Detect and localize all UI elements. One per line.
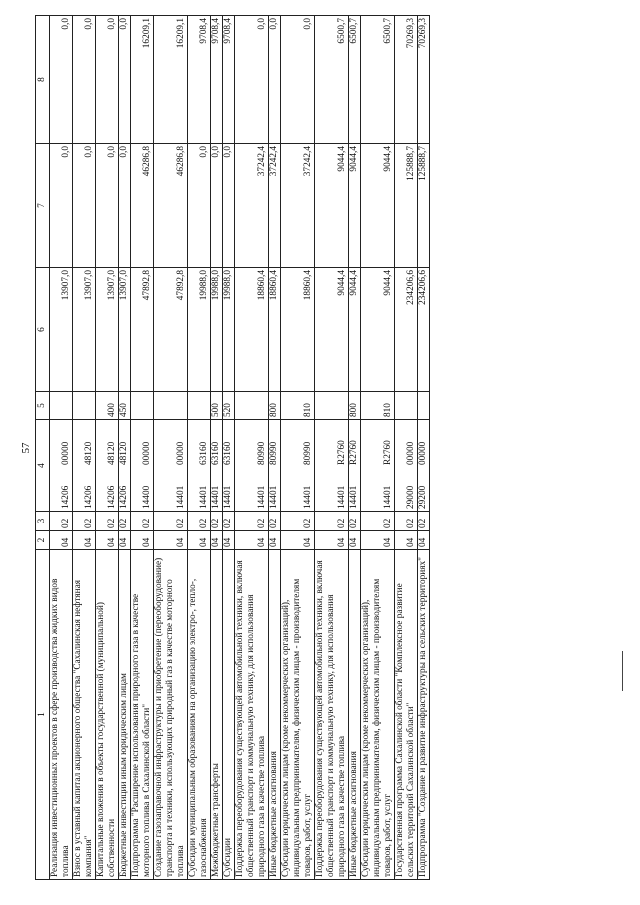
target-code-direction: 00000 <box>61 441 71 465</box>
table-row <box>418 16 430 880</box>
target-code-program: 14206 <box>107 485 117 509</box>
row-name: Государственная программа Сахалинской области "Комплексное развитие сельских территорий Сахалинской области" <box>395 550 418 880</box>
row-name: Бюджетные инвестиции иным юридическим лицам <box>119 550 131 880</box>
row-section: 04 <box>188 531 211 550</box>
row-section: 04 <box>361 531 395 550</box>
table-row <box>211 16 223 880</box>
row-amount-col8: 0,0 <box>281 16 315 144</box>
row-section: 04 <box>73 531 96 550</box>
page-number: 57 <box>20 442 32 454</box>
row-expense-type <box>235 392 269 420</box>
row-name: Поддержка переоборудования существующей автомобильной техники, включая общественный транспорт и коммунальную технику, для использования природного газа в качестве топлива <box>315 550 349 880</box>
row-amount-col6: 13907,0 <box>119 268 131 392</box>
row-amount-col8: 9708,4 <box>188 16 211 144</box>
row-amount-col7: 9044,4 <box>315 144 349 268</box>
row-expense-type: 810 <box>361 392 395 420</box>
row-subsection: 02 <box>235 512 269 531</box>
table-row <box>73 16 96 880</box>
row-name: Субсидии муниципальным образованиям на организацию электро-, тепло-, газоснабжения <box>188 550 211 880</box>
row-target-code <box>315 420 349 512</box>
target-code-program: 14401 <box>349 485 359 509</box>
row-expense-type <box>418 392 430 420</box>
target-code-program: 14206 <box>119 485 129 509</box>
row-amount-col6: 47892,8 <box>131 268 154 392</box>
target-code-program: 14206 <box>61 485 71 509</box>
target-code-program: 14401 <box>337 485 347 509</box>
target-code-program: 29200 <box>418 485 428 509</box>
target-code-direction: R2760 <box>337 440 347 465</box>
row-subsection: 02 <box>188 512 211 531</box>
target-code-direction: 63160 <box>223 441 233 465</box>
row-amount-col8: 16209,1 <box>131 16 154 144</box>
row-expense-type <box>131 392 154 420</box>
target-code-program: 14401 <box>223 485 233 509</box>
target-code-direction: 00000 <box>142 441 152 465</box>
row-subsection: 02 <box>223 512 235 531</box>
row-subsection: 02 <box>361 512 395 531</box>
row-section: 04 <box>211 531 223 550</box>
row-amount-col7: 125888,7 <box>418 144 430 268</box>
target-code-program: 14400 <box>142 485 152 509</box>
target-code-program: 14401 <box>176 485 186 509</box>
row-subsection: 02 <box>119 512 131 531</box>
row-section: 04 <box>235 531 269 550</box>
row-amount-col7: 46286,8 <box>131 144 154 268</box>
target-code-direction: 48120 <box>107 441 117 465</box>
row-amount-col7: 0,0 <box>50 144 73 268</box>
target-code-program: 14401 <box>199 485 209 509</box>
row-amount-col6: 47892,8 <box>154 268 188 392</box>
row-target-code <box>223 420 235 512</box>
target-code-program: 14401 <box>211 485 221 509</box>
row-name: Иные бюджетные ассигнования <box>269 550 281 880</box>
target-code-direction: 48120 <box>84 441 94 465</box>
table-row <box>188 16 211 880</box>
row-target-code <box>188 420 211 512</box>
header-cell-col1: 1 <box>36 550 50 880</box>
row-target-code <box>50 420 73 512</box>
table-row <box>395 16 418 880</box>
row-name: Взнос в уставный капитал акционерного общества "Сахалинская нефтяная компания" <box>73 550 96 880</box>
row-amount-col6: 13907,0 <box>50 268 73 392</box>
header-cell-col2: 2 <box>36 531 50 550</box>
row-amount-col6: 234206,6 <box>395 268 418 392</box>
row-name: Подпрограмма "Расширение использования природного газа в качестве моторного топлива в Сахалинской области" <box>131 550 154 880</box>
row-section: 04 <box>96 531 119 550</box>
row-subsection: 02 <box>281 512 315 531</box>
row-section: 04 <box>281 531 315 550</box>
row-amount-col6: 13907,0 <box>96 268 119 392</box>
rotated-page <box>20 8 595 888</box>
row-amount-col6: 18860,4 <box>269 268 281 392</box>
target-code-direction: 48120 <box>119 441 129 465</box>
row-name: Межбюджетные трансферты <box>211 550 223 880</box>
target-code-direction: R2760 <box>349 440 359 465</box>
row-amount-col6: 13907,0 <box>73 268 96 392</box>
target-code-direction: 80990 <box>269 441 279 465</box>
header-cell-col7: 7 <box>36 144 50 268</box>
row-name: Субсидии юридическим лицам (кроме некоммерческих организаций), индивидуальным предпринимателям, физическим лицам - производителям товаров, работ, услуг <box>361 550 395 880</box>
header-cell-col6: 6 <box>36 268 50 392</box>
header-cell-col8: 8 <box>36 16 50 144</box>
row-subsection: 02 <box>96 512 119 531</box>
row-amount-col7: 0,0 <box>223 144 235 268</box>
row-amount-col8: 6500,7 <box>315 16 349 144</box>
row-name: Поддержка переоборудования существующей автомобильной техники, включая общественный транспорт и коммунальную технику, для использования природного газа в качестве топлива <box>235 550 269 880</box>
row-name: Создание газозаправочной инфраструктуры и приобретение (переоборудование) транспорта и техники, использующих природный газ в качестве моторного топлива <box>154 550 188 880</box>
header-cell-col4: 4 <box>36 420 50 512</box>
row-amount-col6: 19988,0 <box>188 268 211 392</box>
table-row <box>349 16 361 880</box>
target-code-program: 14401 <box>303 485 313 509</box>
row-subsection: 02 <box>349 512 361 531</box>
row-amount-col8: 0,0 <box>96 16 119 144</box>
row-amount-col6: 9044,4 <box>315 268 349 392</box>
table-row <box>315 16 349 880</box>
table-row <box>96 16 119 880</box>
target-code-program: 14401 <box>257 485 267 509</box>
row-amount-col8: 70269,3 <box>418 16 430 144</box>
row-name: Субсидии <box>223 550 235 880</box>
table-body <box>50 16 430 880</box>
budget-table <box>35 15 430 880</box>
row-subsection: 02 <box>131 512 154 531</box>
row-amount-col8: 0,0 <box>235 16 269 144</box>
row-subsection: 02 <box>73 512 96 531</box>
row-expense-type <box>315 392 349 420</box>
table-row <box>119 16 131 880</box>
row-amount-col7: 9044,4 <box>361 144 395 268</box>
row-subsection: 02 <box>211 512 223 531</box>
row-amount-col7: 125888,7 <box>395 144 418 268</box>
target-code-direction: 00000 <box>176 441 186 465</box>
target-code-direction: 00000 <box>418 441 428 465</box>
row-subsection: 02 <box>154 512 188 531</box>
row-target-code <box>73 420 96 512</box>
table-row <box>281 16 315 880</box>
header-cell-col5: 5 <box>36 392 50 420</box>
row-name: Капитальные вложения в объекты государственной (муниципальной) собственности <box>96 550 119 880</box>
row-amount-col8: 0,0 <box>50 16 73 144</box>
table-row <box>361 16 395 880</box>
row-expense-type: 450 <box>119 392 131 420</box>
row-amount-col8: 9708,4 <box>223 16 235 144</box>
row-amount-col8: 6500,7 <box>349 16 361 144</box>
row-section: 04 <box>131 531 154 550</box>
row-expense-type: 500 <box>211 392 223 420</box>
row-section: 04 <box>50 531 73 550</box>
row-expense-type <box>50 392 73 420</box>
row-name: Субсидии юридическим лицам (кроме некоммерческих организаций), индивидуальным предпринимателям, физическим лицам - производителям товаров, работ, услуг <box>281 550 315 880</box>
row-amount-col7: 37242,4 <box>235 144 269 268</box>
target-code-direction: 80990 <box>303 441 313 465</box>
row-subsection: 02 <box>315 512 349 531</box>
row-expense-type <box>154 392 188 420</box>
row-amount-col8: 6500,7 <box>361 16 395 144</box>
row-section: 04 <box>418 531 430 550</box>
row-name: Иные бюджетные ассигнования <box>349 550 361 880</box>
target-code-program: 14401 <box>383 485 393 509</box>
row-expense-type <box>73 392 96 420</box>
row-amount-col8: 16209,1 <box>154 16 188 144</box>
row-target-code <box>119 420 131 512</box>
row-target-code <box>349 420 361 512</box>
table-row <box>154 16 188 880</box>
target-code-direction: 63160 <box>199 441 209 465</box>
row-expense-type <box>395 392 418 420</box>
row-name: Реализация инвестиционных проектов в сфере производства жидких видов топлива <box>50 550 73 880</box>
target-code-direction: R2760 <box>383 440 393 465</box>
header-cell-col3: 3 <box>36 512 50 531</box>
row-amount-col7: 37242,4 <box>281 144 315 268</box>
row-section: 04 <box>154 531 188 550</box>
header-row <box>36 16 50 880</box>
row-amount-col6: 9044,4 <box>361 268 395 392</box>
row-target-code <box>154 420 188 512</box>
row-amount-col6: 234206,6 <box>418 268 430 392</box>
row-amount-col7: 0,0 <box>188 144 211 268</box>
row-amount-col6: 18860,4 <box>235 268 269 392</box>
row-amount-col7: 0,0 <box>211 144 223 268</box>
table-row <box>50 16 73 880</box>
margin-mark <box>622 651 623 691</box>
row-subsection: 02 <box>418 512 430 531</box>
row-target-code <box>131 420 154 512</box>
row-amount-col8: 0,0 <box>73 16 96 144</box>
target-code-direction: 00000 <box>406 441 416 465</box>
row-amount-col7: 0,0 <box>73 144 96 268</box>
row-target-code <box>235 420 269 512</box>
row-target-code <box>269 420 281 512</box>
row-target-code <box>281 420 315 512</box>
table-row <box>269 16 281 880</box>
row-amount-col8: 0,0 <box>119 16 131 144</box>
row-amount-col8: 0,0 <box>269 16 281 144</box>
row-amount-col6: 19988,0 <box>211 268 223 392</box>
row-expense-type: 810 <box>281 392 315 420</box>
row-subsection: 02 <box>395 512 418 531</box>
row-expense-type: 800 <box>269 392 281 420</box>
table-row <box>235 16 269 880</box>
row-expense-type <box>188 392 211 420</box>
row-section: 04 <box>395 531 418 550</box>
row-section: 04 <box>119 531 131 550</box>
row-amount-col8: 9708,4 <box>211 16 223 144</box>
target-code-program: 14401 <box>269 485 279 509</box>
row-expense-type: 800 <box>349 392 361 420</box>
row-target-code <box>96 420 119 512</box>
row-section: 04 <box>315 531 349 550</box>
row-amount-col6: 19988,0 <box>223 268 235 392</box>
row-target-code <box>395 420 418 512</box>
row-section: 04 <box>223 531 235 550</box>
target-code-direction: 80990 <box>257 441 267 465</box>
row-subsection: 02 <box>269 512 281 531</box>
row-expense-type: 520 <box>223 392 235 420</box>
row-subsection: 02 <box>50 512 73 531</box>
row-amount-col7: 0,0 <box>119 144 131 268</box>
table-row <box>223 16 235 880</box>
row-target-code <box>211 420 223 512</box>
row-amount-col7: 0,0 <box>96 144 119 268</box>
table-row <box>131 16 154 880</box>
row-amount-col6: 9044,4 <box>349 268 361 392</box>
row-name: Подпрограмма "Создание и развитие инфраструктуры на сельских территориях" <box>418 550 430 880</box>
row-amount-col7: 37242,4 <box>269 144 281 268</box>
row-target-code <box>418 420 430 512</box>
row-amount-col7: 46286,8 <box>154 144 188 268</box>
target-code-program: 14206 <box>84 485 94 509</box>
row-section: 04 <box>269 531 281 550</box>
target-code-program: 29000 <box>406 485 416 509</box>
row-amount-col6: 18860,4 <box>281 268 315 392</box>
target-code-direction: 63160 <box>211 441 221 465</box>
row-amount-col8: 70269,3 <box>395 16 418 144</box>
row-expense-type: 400 <box>96 392 119 420</box>
row-amount-col7: 9044,4 <box>349 144 361 268</box>
row-target-code <box>361 420 395 512</box>
row-section: 04 <box>349 531 361 550</box>
